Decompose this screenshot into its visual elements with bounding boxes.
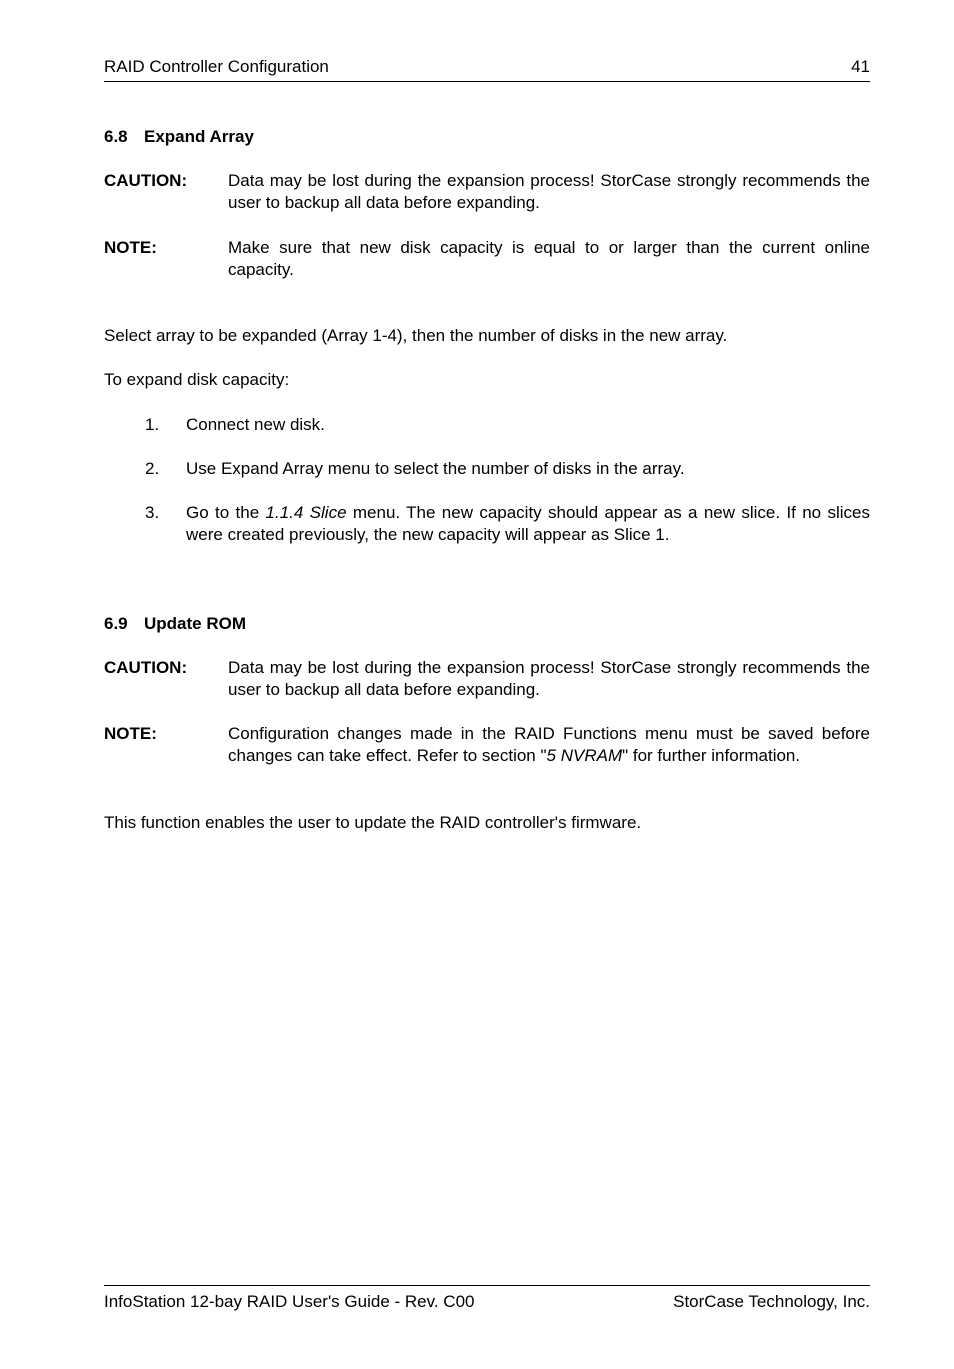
step-number: 3. — [145, 503, 160, 522]
paragraph-update-rom: This function enables the user to update the RAID controller's firmware. — [104, 813, 642, 832]
note-text-post: " for further information. — [622, 746, 801, 765]
step-number: 1. — [145, 415, 160, 434]
paragraph-select-array: Select array to be expanded (Array 1-4), then the number of disks in the new array. — [104, 326, 728, 345]
caution-label: CAUTION: — [104, 171, 188, 190]
section-number: 6.9 — [104, 614, 128, 633]
footer-right: StorCase Technology, Inc. — [673, 1292, 870, 1311]
section-heading-update-rom — [104, 613, 246, 635]
note-text: Make sure that new disk capacity is equal to or larger than the current online capacity. — [228, 238, 870, 279]
section-reference: 5 NVRAM — [546, 746, 623, 765]
page-number: 41 — [851, 57, 870, 76]
caution-label: CAUTION: — [104, 658, 188, 677]
caution-text: Data may be lost during the expansion process! StorCase strongly recommends the user to backup all data before expanding. — [228, 171, 870, 212]
step-text — [186, 502, 870, 546]
step-text: Use Expand Array menu to select the number of disks in the array. — [186, 459, 685, 478]
section-title: Update ROM — [144, 614, 246, 633]
step-text-post: menu. The new capacity should appear as a new slice. If no slices were created previously, the new capacity will appear as Slice 1. — [186, 503, 870, 544]
header-rule — [104, 81, 870, 82]
note-text-pre: Configuration changes made in the RAID Functions menu must be saved before changes can take effect. Refer to section " — [228, 724, 870, 765]
section-number: 6.8 — [104, 127, 128, 146]
note-text — [228, 723, 870, 767]
menu-reference: 1.1.4 Slice — [265, 503, 347, 522]
header-title: RAID Controller Configuration — [104, 57, 329, 76]
note-label: NOTE: — [104, 724, 157, 743]
note-label: NOTE: — [104, 238, 157, 257]
caution-text: Data may be lost during the expansion process! StorCase strongly recommends the user to backup all data before expanding. — [228, 658, 870, 699]
step-text: Connect new disk. — [186, 415, 325, 434]
step-text-pre: Go to the — [186, 503, 266, 522]
paragraph-expand-intro: To expand disk capacity: — [104, 370, 290, 389]
section-title: Expand Array — [144, 127, 254, 146]
section-heading-expand-array — [104, 126, 254, 148]
step-number: 2. — [145, 459, 160, 478]
footer-left: InfoStation 12-bay RAID User's Guide - Rev. C00 — [104, 1292, 475, 1311]
footer-rule — [104, 1285, 870, 1286]
